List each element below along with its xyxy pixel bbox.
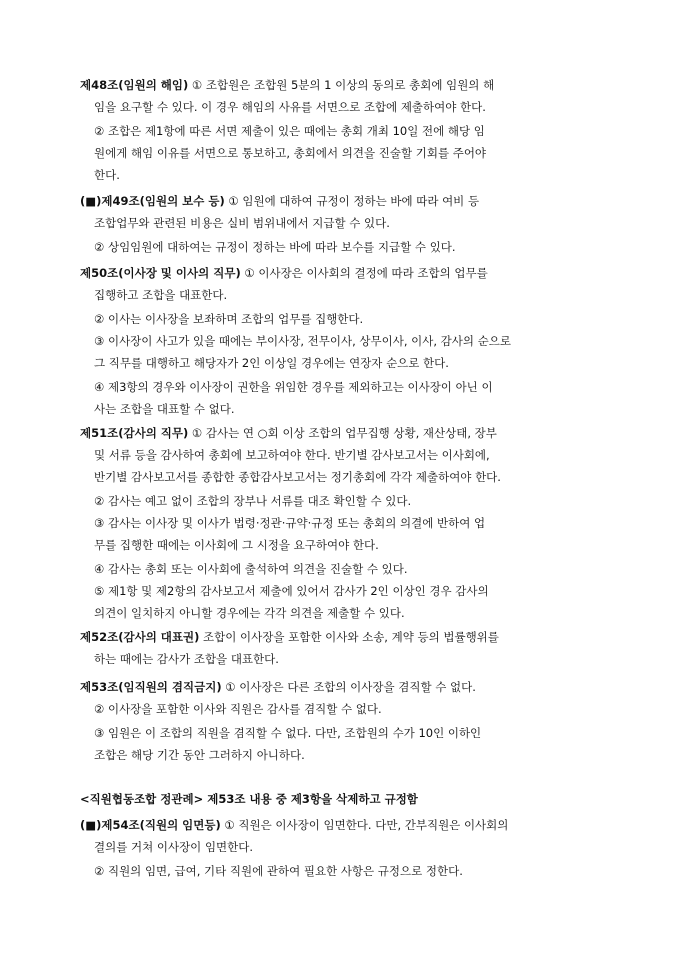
article-line <box>94 146 486 160</box>
article-line <box>94 840 253 854</box>
article-line <box>94 538 379 552</box>
article-text: ① 이사장은 이사회의 결정에 따라 조합의 업무를 <box>240 266 488 280</box>
article-text: 집행하고 조합을 대표한다. <box>94 288 228 302</box>
article-line <box>94 356 449 370</box>
article-text: ④ 감사는 총회 또는 이사회에 출석하여 의견을 진술할 수 있다. <box>94 562 408 576</box>
article-line <box>94 562 407 576</box>
article-line <box>80 194 479 208</box>
article-line <box>94 124 485 138</box>
article-line <box>80 792 418 806</box>
article-line <box>94 334 511 348</box>
article-text: ⑤ 제1항 및 제2항의 감사보고서 제출에 있어서 감사가 2인 이상인 경우 감사의 <box>94 584 489 598</box>
article-line <box>94 652 279 666</box>
article-text: 무를 집행한 때에는 이사회에 그 시정을 요구하여야 한다. <box>94 538 379 552</box>
article-text: ② 직원의 임면, 급여, 기타 직원에 관하여 필요한 사항은 규정으로 정한다. <box>94 864 463 878</box>
article-text: ② 조합은 제1항에 따른 서면 제출이 있은 때에는 총회 개최 10일 전에 해당 임 <box>94 124 485 138</box>
article-heading: 제51조(감사의 직무) <box>80 426 189 440</box>
article-heading: 제52조(감사의 대표권) <box>80 630 200 644</box>
article-text: 사는 조합을 대표할 수 없다. <box>94 402 235 416</box>
article-line <box>94 584 489 598</box>
article-text: ① 임원에 대하여 규정이 정하는 바에 따라 여비 등 <box>224 194 480 208</box>
article-text: 의견이 일치하지 아니할 경우에는 각각 의견을 제출할 수 있다. <box>94 606 405 620</box>
article-line <box>94 168 120 182</box>
article-line <box>94 864 463 878</box>
article-text: 조합업무와 관련된 비용은 실비 범위내에서 지급할 수 있다. <box>94 216 390 230</box>
article-heading: 제50조(이사장 및 이사의 직무) <box>80 266 241 280</box>
article-text: ③ 임원은 이 조합의 직원을 겸직할 수 없다. 다만, 조합원의 수가 10인 이하인 <box>94 726 482 740</box>
article-text: 원에게 해임 이유를 서면으로 통보하고, 총회에서 의견을 진술할 기회를 주어야 <box>94 146 487 160</box>
article-line <box>94 240 456 254</box>
article-text: ① 직원은 이사장이 임면한다. 다만, 간부직원은 이사회의 <box>220 818 509 832</box>
article-line <box>94 726 481 740</box>
article-line <box>94 402 234 416</box>
article-line <box>94 516 485 530</box>
article-text: ② 이사장을 포함한 이사와 직원은 감사를 겸직할 수 없다. <box>94 702 382 716</box>
article-line <box>94 448 490 462</box>
article-line <box>94 748 305 762</box>
article-text: ③ 감사는 이사장 및 이사가 법령·정관·규약·규정 또는 총회의 의결에 반하여 업 <box>94 516 486 530</box>
article-text: ① 감사는 연 ○회 이상 조합의 업무집행 상황, 재산상태, 장부 <box>188 426 497 440</box>
article-line <box>80 266 488 280</box>
article-line <box>94 702 382 716</box>
article-line <box>80 426 497 440</box>
article-text: 하는 때에는 감사가 조합을 대표한다. <box>94 652 279 666</box>
article-text: 조합이 이사장을 포함한 이사와 소송, 계약 등의 법률행위를 <box>199 630 499 644</box>
article-text: 결의를 거쳐 이사장이 임면한다. <box>94 840 254 854</box>
article-line <box>94 494 411 508</box>
article-line <box>80 680 476 694</box>
article-heading: 제53조(임직원의 겸직금지) <box>80 680 222 694</box>
article-heading: (■)제54조(직원의 임면등) <box>80 818 221 832</box>
article-text: ① 조합원은 조합원 5분의 1 이상의 동의로 총회에 임원의 해 <box>188 78 495 92</box>
article-text: 임을 요구할 수 있다. 이 경우 해임의 사유를 서면으로 조합에 제출하여야 한다. <box>94 100 486 114</box>
article-line <box>94 312 363 326</box>
article-line <box>94 470 501 484</box>
article-line <box>80 630 499 644</box>
article-text: ② 이사는 이사장을 보좌하며 조합의 업무를 집행한다. <box>94 312 364 326</box>
article-text: 및 서류 등을 감사하여 총회에 보고하여야 한다. 반기별 감사보고서는 이사회에, <box>94 448 490 462</box>
article-line <box>80 818 508 832</box>
article-text: 그 직무를 대행하고 해당자가 2인 이상일 경우에는 연장자 순으로 한다. <box>94 356 449 370</box>
article-text: ④ 제3항의 경우와 이사장이 권한을 위임한 경우를 제외하고는 이사장이 아닌 이 <box>94 380 493 394</box>
article-line <box>94 288 227 302</box>
article-text: ③ 이사장이 사고가 있을 때에는 부이사장, 전무이사, 상무이사, 이사, 감사의 순으로 <box>94 334 511 348</box>
article-line <box>80 78 494 92</box>
article-text: 조합은 해당 기간 동안 그러하지 아니하다. <box>94 748 305 762</box>
article-line <box>94 606 405 620</box>
article-text: ① 이사장은 다른 조합의 이사장을 겸직할 수 없다. <box>221 680 476 694</box>
article-line <box>94 100 486 114</box>
article-text: ② 상임임원에 대하여는 규정이 정하는 바에 따라 보수를 지급할 수 있다. <box>94 240 456 254</box>
article-heading: 제48조(임원의 해임) <box>80 78 189 92</box>
amendment-note-heading: <직원협동조합 정관례> 제53조 내용 중 제3항을 삭제하고 규정함 <box>80 792 418 806</box>
article-line <box>94 216 390 230</box>
article-text: ② 감사는 예고 없이 조합의 장부나 서류를 대조 확인할 수 있다. <box>94 494 412 508</box>
article-line <box>94 380 493 394</box>
article-text: 반기별 감사보고서를 종합한 종합감사보고서는 정기총회에 각각 제출하여야 한다. <box>94 470 501 484</box>
article-text: 한다. <box>94 168 120 182</box>
article-heading: (■)제49조(임원의 보수 등) <box>80 194 225 208</box>
